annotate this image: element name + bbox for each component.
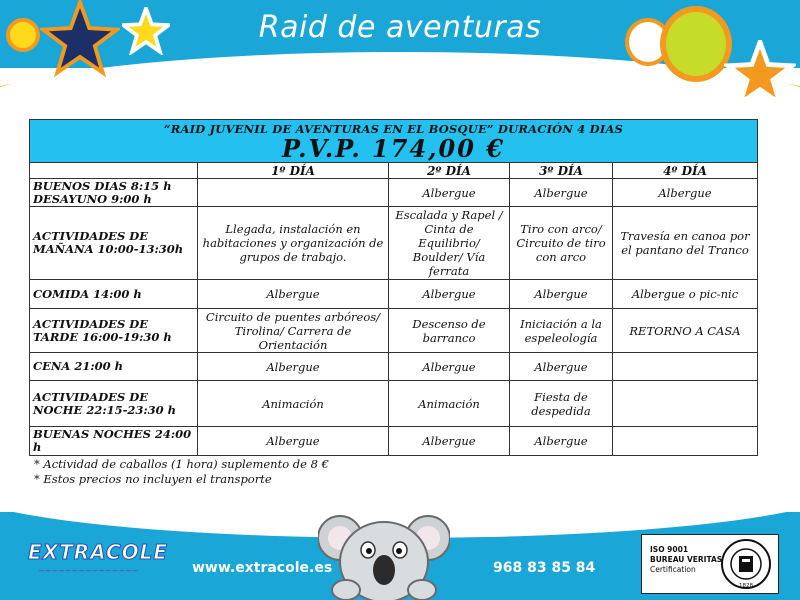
table-cell [613, 427, 758, 456]
table-cell: Albergue [198, 427, 389, 456]
table-cell: Escalada y Rapel / Cinta de Equilibrio/ Boulder/ Vía ferrata [389, 207, 510, 280]
table-cell: Albergue [389, 353, 510, 381]
banner-subtitle: “RAID JUVENIL DE AVENTURAS EN EL BOSQUE” DURACIÓN 4 DIAS [163, 122, 624, 136]
koala-mascot-icon [318, 510, 450, 600]
header-corner [30, 163, 198, 179]
column-header: 1º DÍA [198, 163, 389, 179]
table-row [30, 309, 758, 353]
table-cell: Descenso de barranco [389, 309, 510, 353]
table-cell: Fiesta de despedida [510, 381, 613, 427]
navy-star-icon [40, 0, 120, 78]
certification-badge [641, 534, 779, 594]
table-cell: Albergue [198, 280, 389, 309]
table-cell: Albergue [510, 179, 613, 207]
yellow-star-icon [122, 7, 170, 55]
website-link[interactable]: www.extracole.es [192, 560, 333, 576]
table-cell: RETORNO A CASA [613, 309, 758, 353]
phone-number: 968 83 85 84 [493, 560, 596, 576]
cert-iso: ISO 9001 [650, 545, 689, 554]
row-label: COMIDA 14:00 h [30, 280, 198, 309]
table-row [30, 280, 758, 309]
table-cell [613, 381, 758, 427]
cert-certification: Certification [650, 565, 696, 574]
page-title: Raid de aventuras [258, 10, 542, 45]
table-cell: Iniciación a la espeleología [510, 309, 613, 353]
table-cell: Circuito de puentes arbóreos/ Tirolina/ Carrera de Orientación [198, 309, 389, 353]
table-row [30, 427, 758, 456]
table-cell: Albergue [510, 353, 613, 381]
banner-price: P.V.P. 174,00 € [282, 134, 505, 163]
row-label: BUENAS NOCHES 24:00 h [30, 427, 198, 456]
table-cell: Travesía en canoa por el pantano del Tranco [613, 207, 758, 280]
seal-year: 1828 [739, 583, 753, 589]
table-cell: Albergue [198, 353, 389, 381]
table-cell: Llegada, instalación en habitaciones y organización de grupos de trabajo. [198, 207, 389, 280]
row-label: ACTIVIDADES DE TARDE 16:00-19:30 h [30, 309, 198, 353]
table-cell: Albergue [613, 179, 758, 207]
yellow-ring-icon [6, 18, 40, 52]
table-header-row [30, 163, 758, 179]
cert-bureau: BUREAU VERITAS [650, 555, 723, 564]
table-banner [30, 120, 758, 163]
table-cell: Tiro con arco/ Circuito de tiro con arco [510, 207, 613, 280]
bureau-veritas-seal-icon [720, 538, 772, 590]
row-label: ACTIVIDADES DE MAÑANA 10:00-13:30h [30, 207, 198, 280]
table-cell [198, 179, 389, 207]
table-cell: Albergue o pic-nic [613, 280, 758, 309]
table-row [30, 381, 758, 427]
table-cell: Animación [389, 381, 510, 427]
table-cell: Albergue [389, 427, 510, 456]
extracole-logo[interactable]: EXTRACOLE [28, 540, 169, 564]
orange-star-icon [724, 40, 796, 108]
row-label: CENA 21:00 h [30, 353, 198, 381]
table-cell: Albergue [510, 427, 613, 456]
footnote: * Actividad de caballos (1 hora) suplemento de 8 € [34, 457, 329, 471]
table-banner-row [30, 120, 758, 163]
schedule-table [29, 119, 758, 456]
table-cell: Albergue [510, 280, 613, 309]
table-cell: Albergue [389, 179, 510, 207]
column-header: 2º DÍA [389, 163, 510, 179]
table-cell [613, 353, 758, 381]
row-label: ACTIVIDADES DE NOCHE 22:15-23:30 h [30, 381, 198, 427]
footnote: * Estos precios no incluyen el transporte [34, 472, 272, 486]
table-row [30, 179, 758, 207]
row-label: BUENOS DIAS 8:15 h DESAYUNO 9:00 h [30, 179, 198, 207]
table-row [30, 353, 758, 381]
lime-ring-icon [660, 6, 732, 82]
logo-tagline-decoration: ~~~~~~~~~~~~~~~ [38, 566, 139, 575]
column-header: 3º DÍA [510, 163, 613, 179]
column-header: 4º DÍA [613, 163, 758, 179]
table-cell: Albergue [389, 280, 510, 309]
table-row [30, 207, 758, 280]
table-cell: Animación [198, 381, 389, 427]
